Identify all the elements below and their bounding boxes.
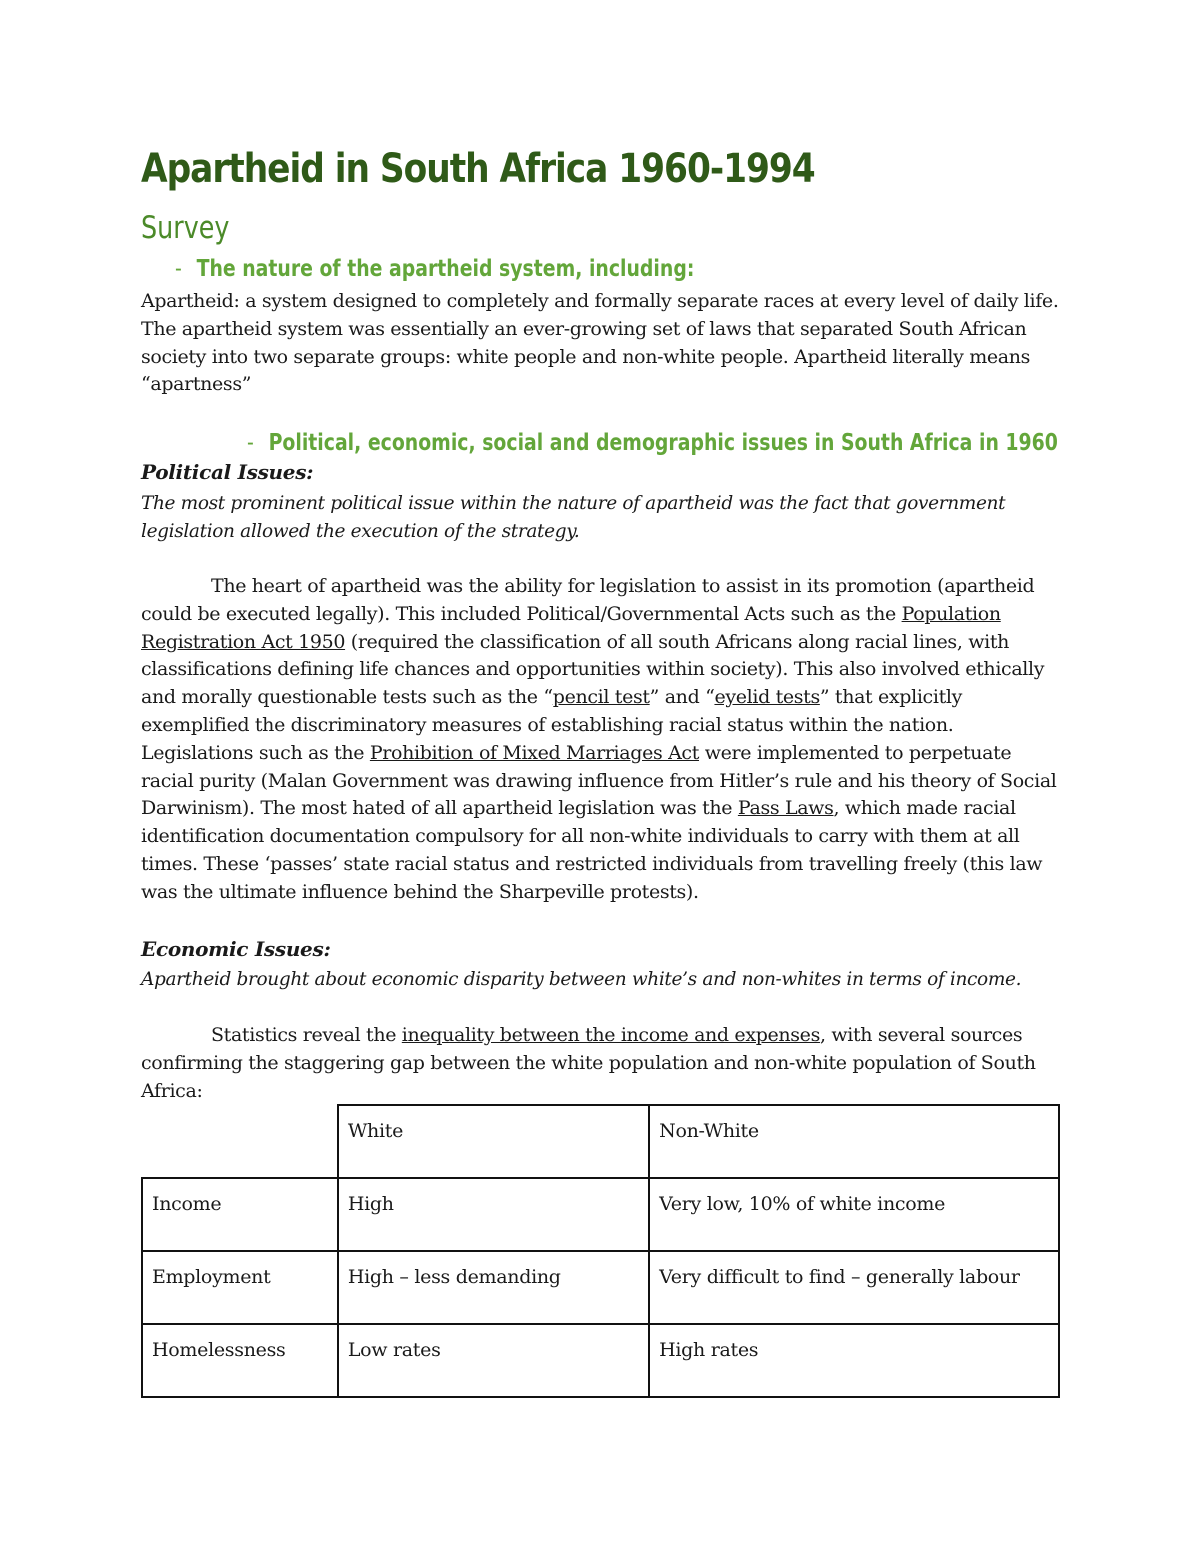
- text-run: ” and “: [649, 686, 715, 709]
- text-run: , which made racial identification documentation compulsory for all non-white individuals to carry with them at all times. These ‘passes’ state racial status and restricted individuals from travelling freely (this law was the ultimate influence behind the Sharpeville protests).: [141, 797, 1043, 903]
- income-inequality: inequality between the income and expenses: [401, 1024, 820, 1046]
- table-row-label: Employment: [142, 1251, 338, 1324]
- table-cell: [142, 1105, 338, 1178]
- table-row-label: Homelessness: [142, 1324, 338, 1397]
- table-row: [142, 1324, 1059, 1397]
- table-row: [142, 1178, 1059, 1251]
- table-cell: High: [338, 1178, 649, 1251]
- text-run: ” that explicitly exemplified the discriminatory measures of establishing racial status within the nation. Legislations such as the: [141, 686, 962, 764]
- population-registration-act: Population Registration Act 1950: [141, 602, 1001, 653]
- political-issues-label: Political Issues:: [141, 460, 314, 484]
- text-run: Statistics reveal the: [211, 1024, 402, 1046]
- table-header-non-white: Non-White: [649, 1105, 1059, 1178]
- political-issues-summary: The most prominent political issue within the nature of apartheid was the fact that government legislation allowed the execution of the strategy.: [141, 493, 1006, 542]
- table-row-label: Income: [142, 1178, 338, 1251]
- table-cell: Very low, 10% of white income: [649, 1178, 1059, 1251]
- table-header-row: [142, 1105, 1059, 1178]
- bullet-dash: -: [175, 256, 182, 282]
- section-heading-issues: [247, 430, 1058, 456]
- prohibition-mixed-marriages-act: Prohibition of Mixed Marriages Act: [369, 741, 700, 764]
- table-cell: Low rates: [338, 1324, 649, 1397]
- document-title: Apartheid in South Africa 1960-1994: [141, 146, 815, 192]
- economic-issues-body: [141, 1022, 1061, 1105]
- table-cell: High – less demanding: [338, 1251, 649, 1324]
- table-header-white: White: [338, 1105, 649, 1178]
- table-row: [142, 1251, 1059, 1324]
- section-heading-nature-text: The nature of the apartheid system, including:: [196, 256, 695, 282]
- pass-laws: Pass Laws: [737, 797, 834, 820]
- pencil-test: pencil test: [552, 686, 650, 709]
- text-run: The heart of apartheid was the ability for legislation to assist in its promotion (apartheid could be executed legally). This included Political/Governmental Acts such as the: [141, 575, 1035, 625]
- bullet-dash: -: [247, 430, 254, 456]
- table-cell: Very difficult to find – generally labour: [649, 1251, 1059, 1324]
- document-subtitle: Survey: [141, 210, 230, 246]
- economic-issues-summary: Apartheid brought about economic disparity between white’s and non-whites in terms of income.: [141, 969, 1022, 990]
- apartheid-definition: Apartheid: a system designed to completely and formally separate races at every level of daily life. The apartheid system was essentially an ever-growing set of laws that separated South African society into two separate groups: white people and non-white people. Apartheid literally means “apartness”: [141, 290, 1059, 396]
- text-run: , with several sources confirming the staggering gap between the white population and non-white population of South Africa:: [141, 1024, 1036, 1102]
- economic-comparison-table: [141, 1104, 1060, 1398]
- text-run: (required the classification of all south Africans along racial lines, with classifications defining life chances and opportunities within society). This also involved ethically and morally questionable tests such as the “: [141, 630, 1045, 709]
- section-heading-nature: [175, 256, 694, 282]
- eyelid-tests: eyelid tests: [714, 686, 820, 709]
- text-run: were implemented to perpetuate racial purity (Malan Government was drawing influence from Hitler’s rule and his theory of Social Darwinism). The most hated of all apartheid legislation was the: [141, 741, 1057, 820]
- political-issues-body: [141, 573, 1061, 907]
- section-heading-issues-text: Political, economic, social and demographic issues in South Africa in 1960: [268, 430, 1058, 456]
- economic-issues-label: Economic Issues:: [141, 937, 331, 961]
- table-cell: High rates: [649, 1324, 1059, 1397]
